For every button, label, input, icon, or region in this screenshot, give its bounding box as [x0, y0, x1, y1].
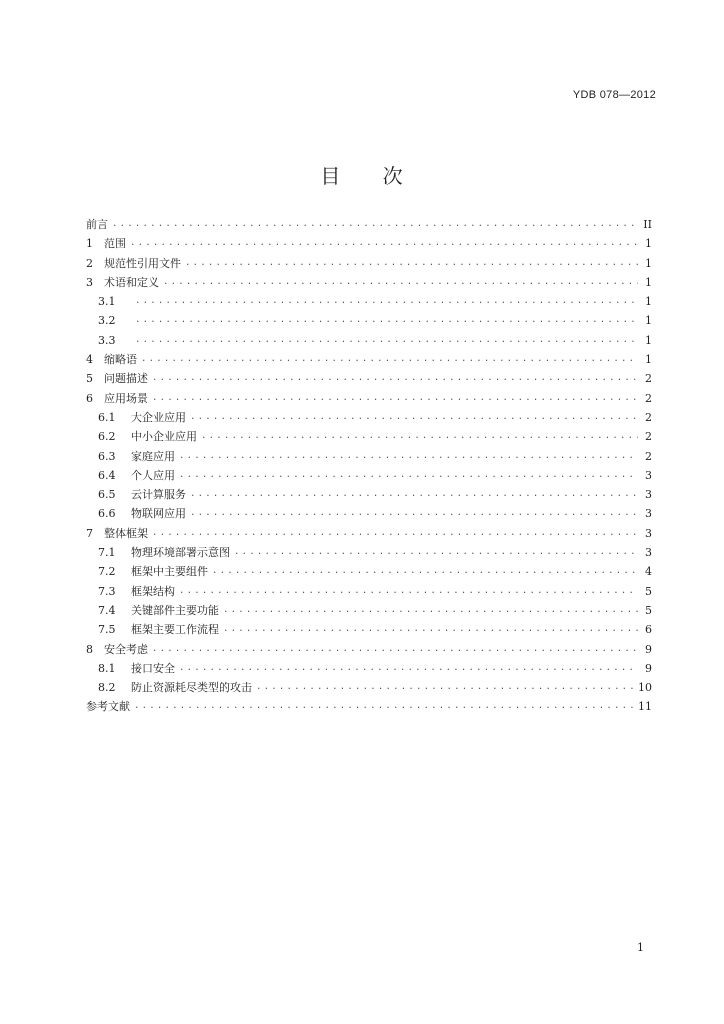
toc-entry-title: 个人应用	[131, 468, 175, 482]
toc-entry[interactable]	[86, 485, 652, 504]
toc-entry-page: 1	[645, 353, 652, 367]
toc-entry[interactable]	[86, 697, 652, 716]
toc-entry-number: 7.1	[98, 546, 116, 560]
toc-entry-page: 10	[638, 681, 652, 695]
toc-leader-dots	[152, 640, 638, 659]
toc-entry-title: 大企业应用	[131, 410, 186, 424]
toc-leader-dots	[190, 504, 638, 523]
toc-entry-page: 11	[638, 700, 652, 714]
toc-entry[interactable]	[86, 311, 652, 330]
toc-leader-dots	[134, 697, 634, 716]
toc-entry-number: 4	[86, 353, 93, 367]
toc-entry-number: 8.1	[98, 661, 116, 675]
toc-entry[interactable]	[86, 601, 652, 620]
page-title: 目 次	[320, 164, 404, 188]
toc-entry-number: 6.1	[98, 410, 116, 424]
toc-entry[interactable]	[86, 543, 652, 562]
toc-leader-dots	[152, 389, 638, 408]
toc-entry-page: 5	[645, 584, 652, 598]
toc-leader-dots	[179, 582, 638, 601]
toc-entry-number: 3.2	[98, 314, 116, 328]
toc-entry-title: 安全考虑	[104, 642, 148, 656]
toc-leader-dots	[141, 350, 638, 369]
toc-entry-title: 术语和定义	[104, 275, 159, 289]
toc-entry-page: 2	[645, 430, 652, 444]
toc-leader-dots	[112, 215, 638, 234]
toc-entry-number: 2	[86, 256, 93, 270]
toc-entry-title: 规范性引用文件	[104, 256, 181, 270]
toc-entry[interactable]	[86, 562, 652, 581]
toc-leader-dots	[234, 543, 638, 562]
toc-entry-number: 6.2	[98, 430, 116, 444]
toc-entry-title: 接口安全	[131, 661, 175, 675]
toc-entry-page: 3	[645, 507, 652, 521]
toc-entry-page: 3	[645, 546, 652, 560]
toc-leader-dots	[135, 311, 638, 330]
toc-entry[interactable]	[86, 640, 652, 659]
toc-leader-dots	[179, 466, 638, 485]
toc-entry-page: 3	[645, 468, 652, 482]
toc-entry-page: 1	[645, 275, 652, 289]
toc-entry[interactable]	[86, 369, 652, 388]
toc-entry-page: 2	[645, 391, 652, 405]
toc-entry[interactable]	[86, 292, 652, 311]
toc-entry-page: 3	[645, 488, 652, 502]
toc-entry-number: 7.4	[98, 603, 116, 617]
toc-leader-dots	[179, 659, 638, 678]
toc-leader-dots	[223, 620, 638, 639]
toc-entry-page: 4	[645, 565, 652, 579]
toc-leader-dots	[163, 273, 638, 292]
toc-entry-page: 1	[645, 237, 652, 251]
toc-leader-dots	[135, 331, 638, 350]
toc-entry-title: 框架中主要组件	[131, 565, 208, 579]
toc-leader-dots	[223, 601, 638, 620]
toc-leader-dots	[135, 292, 638, 311]
toc-entry-number: 7.3	[98, 584, 116, 598]
toc-entry[interactable]	[86, 215, 652, 234]
toc-entry-title: 关键部件主要功能	[131, 603, 219, 617]
toc-entry-number: 3	[86, 275, 93, 289]
toc-entry-title: 参考文献	[86, 700, 130, 714]
toc-entry-page: 1	[645, 314, 652, 328]
toc-entry-number: 1	[86, 237, 93, 251]
toc-leader-dots	[190, 485, 638, 504]
toc-entry-page: 5	[645, 603, 652, 617]
toc-entry[interactable]	[86, 524, 652, 543]
toc-entry[interactable]	[86, 408, 652, 427]
toc-entry-page: 3	[645, 526, 652, 540]
toc-entry[interactable]	[86, 659, 652, 678]
toc-leader-dots	[190, 408, 638, 427]
toc-entry-title: 前言	[86, 218, 108, 231]
toc-entry-number: 7.5	[98, 623, 116, 637]
toc-leader-dots	[256, 678, 634, 697]
toc-entry-page: 9	[645, 661, 652, 675]
table-of-contents	[86, 215, 652, 717]
toc-entry-title: 框架结构	[131, 584, 175, 598]
toc-entry-page: II	[643, 218, 652, 231]
toc-entry-page: 2	[645, 372, 652, 386]
toc-entry[interactable]	[86, 466, 652, 485]
toc-entry[interactable]	[86, 678, 652, 697]
toc-leader-dots	[152, 524, 638, 543]
toc-entry-title: 物联网应用	[131, 507, 186, 521]
toc-entry-title: 问题描述	[104, 372, 148, 386]
toc-entry-title: 范围	[104, 237, 126, 251]
toc-entry-title: 云计算服务	[131, 488, 186, 502]
toc-entry[interactable]	[86, 504, 652, 523]
toc-entry-title: 防止资源耗尽类型的攻击	[131, 681, 252, 695]
toc-entry-title: 物理环境部署示意图	[131, 546, 230, 560]
toc-entry-number: 7	[86, 526, 93, 540]
toc-entry[interactable]	[86, 620, 652, 639]
toc-entry[interactable]	[86, 331, 652, 350]
toc-entry-number: 3.1	[98, 295, 116, 309]
toc-leader-dots	[201, 427, 638, 446]
toc-entry-number: 8	[86, 642, 93, 656]
toc-leader-dots	[212, 562, 638, 581]
toc-entry-number: 5	[86, 372, 93, 386]
toc-entry-page: 1	[645, 295, 652, 309]
toc-entry-title: 中小企业应用	[131, 430, 197, 444]
toc-entry-page: 1	[645, 333, 652, 347]
toc-entry-page: 2	[645, 410, 652, 424]
toc-entry-title: 框架主要工作流程	[131, 623, 219, 637]
toc-entry-number: 6.4	[98, 468, 116, 482]
toc-leader-dots	[152, 369, 638, 388]
page-number: 1	[637, 941, 644, 954]
toc-entry-page: 6	[645, 623, 652, 637]
toc-entry-number: 3.3	[98, 333, 116, 347]
toc-entry-title: 家庭应用	[131, 449, 175, 463]
toc-entry[interactable]	[86, 254, 652, 273]
toc-leader-dots	[130, 234, 638, 253]
toc-entry-number: 6.5	[98, 488, 116, 502]
document-id: YDB 078—2012	[572, 89, 656, 101]
toc-entry-page: 2	[645, 449, 652, 463]
toc-entry-title: 应用场景	[104, 391, 148, 405]
toc-entry-page: 1	[645, 256, 652, 270]
toc-entry-number: 6.6	[98, 507, 116, 521]
toc-entry[interactable]	[86, 447, 652, 466]
toc-entry[interactable]	[86, 350, 652, 369]
toc-entry-number: 6.3	[98, 449, 116, 463]
toc-entry[interactable]	[86, 234, 652, 253]
toc-entry[interactable]	[86, 389, 652, 408]
toc-leader-dots	[185, 254, 638, 273]
toc-leader-dots	[179, 447, 638, 466]
toc-entry-number: 8.2	[98, 681, 116, 695]
toc-entry-title: 缩略语	[104, 353, 137, 367]
toc-entry[interactable]	[86, 273, 652, 292]
toc-entry[interactable]	[86, 582, 652, 601]
toc-entry-page: 9	[645, 642, 652, 656]
toc-entry-number: 6	[86, 391, 93, 405]
toc-entry-number: 7.2	[98, 565, 116, 579]
toc-entry[interactable]	[86, 427, 652, 446]
toc-entry-title: 整体框架	[104, 526, 148, 540]
